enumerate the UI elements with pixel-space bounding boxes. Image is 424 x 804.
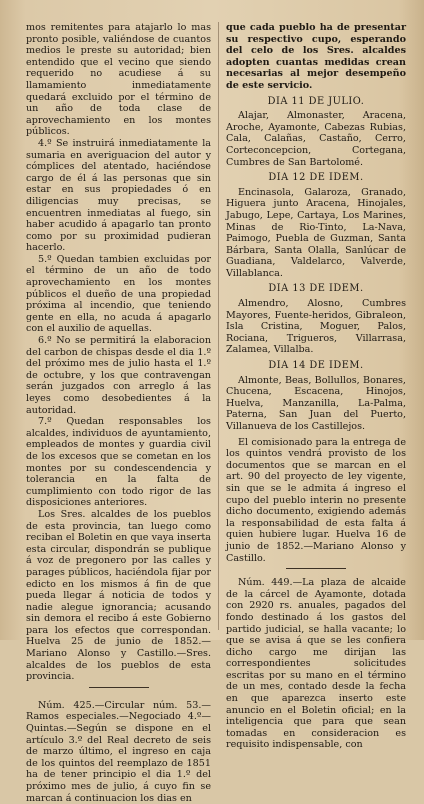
column-divider bbox=[218, 22, 219, 630]
section-heading: DIA 14 DE IDEM. bbox=[268, 360, 364, 372]
paragraph: El comisionado para la entrega de los quintos vendrá provisto de los documentos que se marcan en el art. 90 del proyecto de ley vigente, sin que se le admita á ingreso el cupo del pueblo interin no presente dicho documento, exigiendo además la responsabilidad de esta falta á quien hubiere lugar. Huelva 16 de junio de 1852.—Mariano Alonso y Castillo. bbox=[226, 436, 406, 564]
left-column bbox=[26, 22, 211, 804]
paragraph: 5.º Quedan tambien excluidas por el término de un año de todo aprovechamiento en los montes públicos el dueño de una propiedad próxima al incendio, que teniendo gente en ella, no acuda á apagarlo con el auxilio de aquellas. bbox=[26, 253, 211, 335]
right-column bbox=[226, 22, 406, 751]
town-list: Encinasola, Galaroza, Granado, Higuera junto Aracena, Hinojales, Jabugo, Lepe, Cartaya, Los Marines, Minas de Rio-Tinto, La-Nava, Paimogo, Puebla de Guzman, Santa Bárbara, Santa Olalla, Sanlúcar de Guadiana, Valdelarco, Valverde, Villablanca. bbox=[226, 186, 406, 279]
section-heading: DIA 11 DE JULIO. bbox=[267, 95, 365, 107]
town-list: Alajar, Almonaster, Aracena, Aroche, Ayamonte, Cabezas Rubias, Cala, Calañas, Castaño, Cerro, Corteconcepcion, Cortegana, Cumbres de San Bartolomé. bbox=[226, 110, 406, 168]
town-list: Almonte, Beas, Bollullos, Bonares, Chucena, Escacena, Hinojos, Huelva, Manzanilla, La-Palma, Paterna, San Juan del Puerto, Villanueva de los Castillejos. bbox=[226, 374, 406, 432]
paragraph: 7.º Quedan responsables los alcaldes, individuos de ayuntamiento, empleados de montes y guardia civil de los excesos que se cometan en los montes por su condescendencia y tolerancia en la falta de cumplimiento con todo rigor de las disposiciones anteriores. bbox=[26, 416, 211, 509]
paragraph: 4.º Se instruirá inmediatamente la sumaria en averiguacion del autor y cómplices del atentado, haciéndose cargo de él á las personas que sin estar en sus propiedades ó en diligencias muy precisas, se encuentren inmediatas al fuego, sin haber acudido á apagarlo tan pronto como por su proximidad pudieran hacerlo. bbox=[26, 137, 211, 254]
paragraph: Núm. 449.—La plaza de alcaide de la cárcel de Ayamonte, dotada con 2920 rs. anuales, pagados del fondo destinado á los gastos del partido judicial, se halla vacante; lo que se avisa á que se les confiera dicho cargo me dirijan las correspondientes solicitudes escritas por su mano en el término de un mes, contado desde la fecha en que aparezca inserto este anuncio en el Boletin oficial; en la inteligencia que para que sean tomadas en consideracion es requisito indispensable, con bbox=[226, 577, 406, 751]
section-separator bbox=[89, 687, 149, 688]
town-list: Almendro, Alosno, Cumbres Mayores, Fuente-heridos, Gibraleon, Isla Cristina, Moguer, Palos, Rociana, Trigueros, Villarrasa, Zalamea, Villalba. bbox=[226, 298, 406, 356]
section-heading: DIA 12 DE IDEM. bbox=[268, 172, 364, 184]
paragraph: Los Sres. alcaldes de los pueblos de esta provincia, tan luego como reciban el Boletin en que vaya inserta esta circular, dispondrán se publique á voz de pregonero por las calles y parages públicos, haciéndola fijar por edicto en los mismos á fin de que pueda llegar á noticia de todos y nadie alegue ignorancia; acusando sin demora el recibo á este Gobierno para los efectos que correspondan. Huelva 25 de junio de 1852.—Mariano Alonso y Castillo.—Sres. alcaldes de los pueblos de esta provincia. bbox=[26, 508, 211, 683]
paragraph: mos remitentes para atajarlo lo mas pronto posible, valiéndose de cuantos medios le preste su autoridad; bien entendido que el vecino que siendo requerido no acudiese á su llamamiento inmediatamente quedará excluido por el término de un año de toda clase de aprovechamiento en los montes públicos. bbox=[26, 22, 211, 138]
paragraph: 6.º No se permitirá la elaboracion del carbon de chispas desde el dia 1.º del próximo mes de julio hasta el 1.º de octubre, y los que contravengan serán juzgados con arreglo á las leyes como desobedientes á la autoridad. bbox=[26, 335, 211, 416]
paragraph: que cada pueblo ha de presentar su respectivo cupo, esperando del celo de los Sres. alcaldes adopten cuantas medidas crean necesarias al mejor desempeño de este servicio. bbox=[226, 22, 406, 91]
paragraph: Núm. 425.—Circular núm. 53.—Ramos especiales.—Negociado 4.º—Quintas.—Según se dispone en el artículo 3.º del Real decreto de seis de marzo último, el ingreso en caja de los quintos del reemplazo de 1851 ha de tener principio el dia 1.º del próximo mes de julio, á cuyo fin se marcan á continuacion los dias en bbox=[26, 699, 211, 804]
section-separator bbox=[286, 568, 346, 569]
section-heading: DIA 13 DE IDEM. bbox=[268, 283, 364, 295]
